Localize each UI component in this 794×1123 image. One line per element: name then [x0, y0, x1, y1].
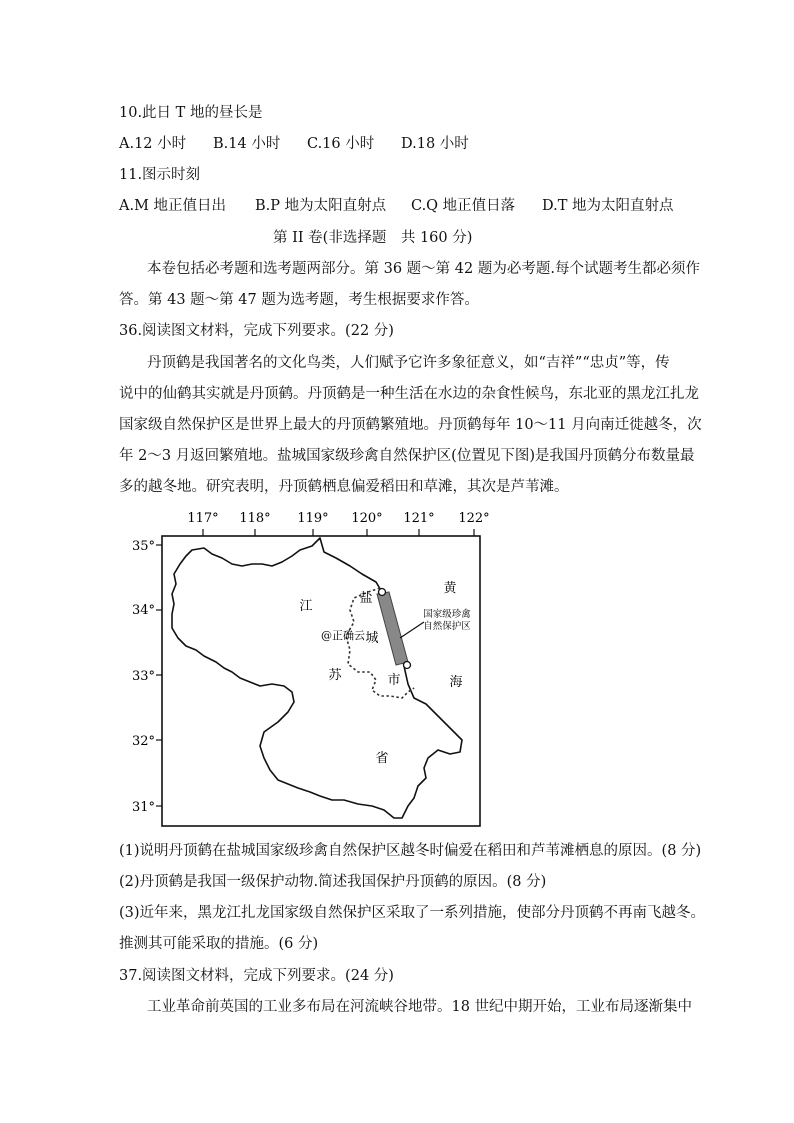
reserve-end-marker [379, 589, 386, 596]
lon-label: 119° [297, 511, 329, 526]
sea-label-hai: 海 [449, 675, 463, 690]
lat-label: 32° [132, 734, 156, 749]
q36-para-line: 年 2～3 月返回繁殖地。盐城国家级珍禽自然保护区(位置见下图)是我国丹顶鹤分布数量最 [119, 448, 695, 464]
section-intro-line2: 答。第 43 题～第 47 题为选考题，考生根据要求作答。 [119, 292, 479, 308]
q36-sub3-line2: 推测其可能采取的措施。(6 分) [119, 936, 319, 952]
lat-ticks [156, 545, 162, 806]
city-label-cheng: 城 [365, 631, 379, 646]
q36-para-line: 说中的仙鹤其实就是丹顶鹤。丹顶鹤是一种生活在水边的杂食性候鸟，东北亚的黑龙江扎龙 [119, 386, 699, 402]
reserve-label: 国家级珍禽 [423, 609, 471, 620]
province-label-jiang: 江 [299, 599, 313, 614]
lat-label: 31° [132, 800, 156, 815]
reserve-leader-line [400, 622, 424, 638]
sea-label-huang: 黄 [443, 581, 457, 596]
q10-option-c: C.16 小时 [307, 136, 375, 152]
section-title: 第 II 卷(非选择题 共 160 分) [273, 230, 473, 246]
lat-label: 34° [132, 603, 156, 618]
q11-option-a: A.M 地正值日出 [119, 198, 227, 214]
q36-para-line: 国家级自然保护区是世界上最大的丹顶鹤繁殖地。丹顶鹤每年 10～11 月向南迁徙越冬，次 [119, 417, 702, 433]
q10-option-b: B.14 小时 [213, 136, 281, 152]
city-label-yan: 盐 [359, 591, 373, 606]
q11-option-c: C.Q 地正值日落 [411, 198, 516, 214]
jiangsu-province-outline [172, 538, 462, 818]
q37-para-line: 工业革命前英国的工业多布局在河流峡谷地带。18 世纪中期开始，工业布局逐渐集中 [147, 999, 693, 1015]
q10-option-a: A.12 小时 [119, 136, 187, 152]
q11-option-d: D.T 地为太阳直射点 [542, 198, 674, 214]
lon-label: 122° [458, 511, 490, 526]
jiangsu-map-figure [132, 506, 502, 828]
q36-sub3-line1: (3)近年来，黑龙江扎龙国家级自然保护区采取了一系列措施，使部分丹顶鹤不再南飞越冬。 [119, 905, 706, 921]
q10-stem: 10.此日 T 地的昼长是 [119, 105, 263, 121]
lon-label: 120° [351, 511, 383, 526]
lon-label: 118° [239, 511, 271, 526]
q11-option-b: B.P 地为太阳直射点 [255, 198, 387, 214]
lon-label: 117° [187, 511, 219, 526]
q36-sub1: (1)说明丹顶鹤在盐城国家级珍禽自然保护区越冬时偏爱在稻田和芦苇滩栖息的原因。(8 分) [119, 843, 702, 859]
reserve-label: 自然保护区 [423, 621, 471, 632]
lat-label: 33° [132, 669, 156, 684]
q36-sub2: (2)丹顶鹤是我国一级保护动物.简述我国保护丹顶鹤的原因。(8 分) [119, 874, 547, 890]
province-label-sheng: 省 [375, 751, 389, 766]
jiangsu-map [132, 506, 502, 828]
q36-para-line: 多的越冬地。研究表明，丹顶鹤栖息偏爱稻田和草滩，其次是芦苇滩。 [119, 479, 569, 495]
q11-stem: 11.图示时刻 [119, 167, 201, 183]
province-label-su: 苏 [328, 668, 342, 683]
q36-para-line: 丹顶鹤是我国著名的文化鸟类，人们赋予它许多象征意义，如“吉祥”“忠贞”等，传 [147, 355, 670, 371]
reserve-end-marker [404, 662, 411, 669]
section-intro-line1: 本卷包括必考题和选考题两部分。第 36 题～第 42 题为必考题.每个试题考生都必须作 [147, 261, 700, 277]
lat-label: 35° [132, 539, 156, 554]
q36-stem: 36.阅读图文材料，完成下列要求。(22 分) [119, 323, 394, 339]
city-label-shi: 市 [387, 673, 401, 688]
watermark: @正确云 [321, 629, 365, 642]
q37-stem: 37.阅读图文材料，完成下列要求。(24 分) [119, 968, 394, 984]
lon-label: 121° [403, 511, 435, 526]
q10-option-d: D.18 小时 [401, 136, 469, 152]
lon-ticks [203, 529, 474, 536]
